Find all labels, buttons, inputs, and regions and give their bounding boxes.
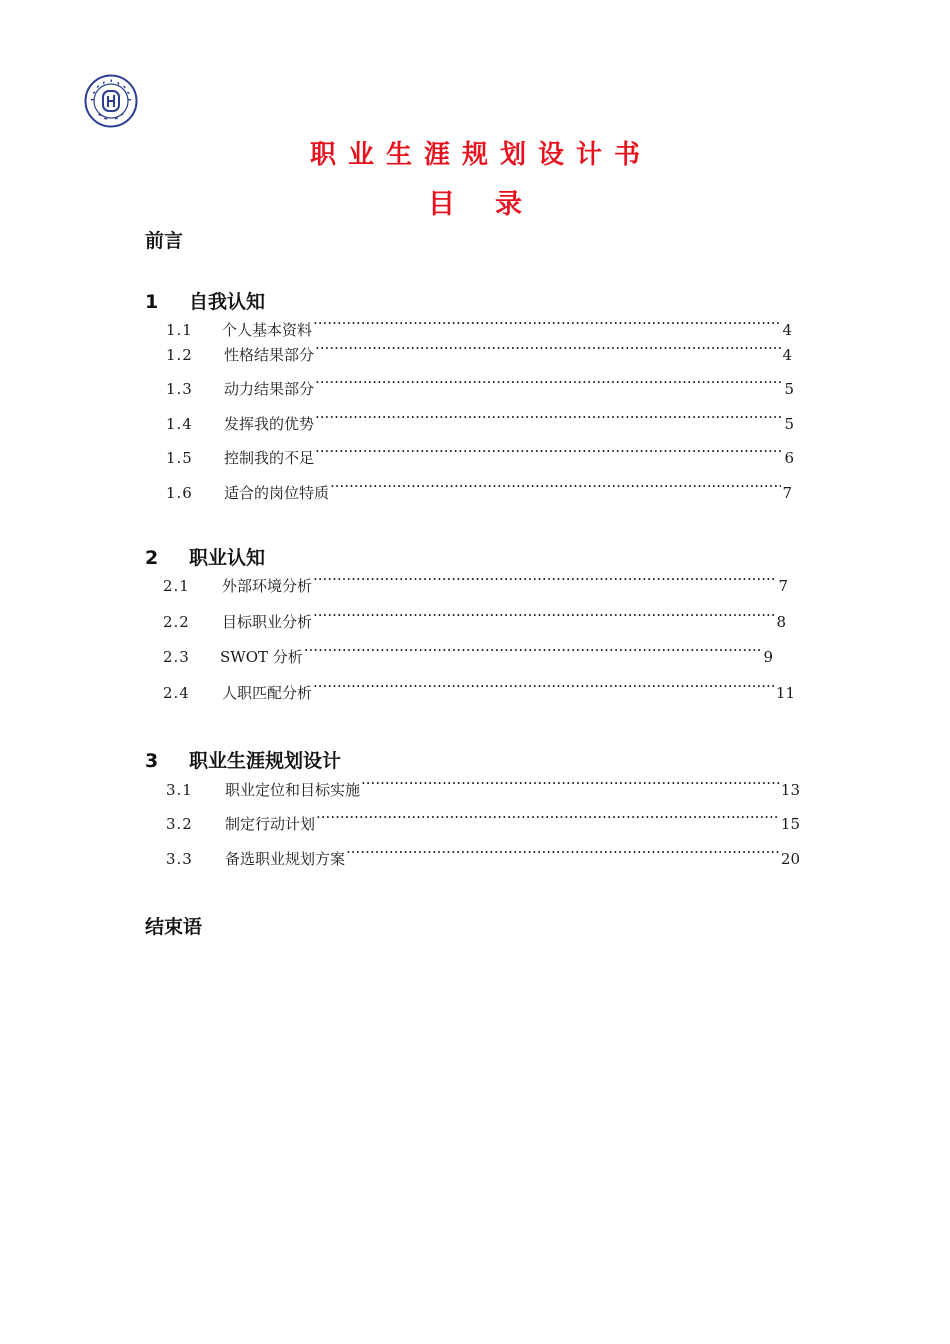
entry-page: 8 [776,613,786,631]
toc-entry-2-4[interactable] [163,674,795,702]
entry-page: 7 [778,577,788,595]
leader-dots [315,370,783,394]
toc-entry-2-3[interactable] [163,638,773,666]
entry-page: 4 [782,346,792,364]
entry-page: 20 [780,850,800,868]
leader-dots [313,603,775,627]
entry-text: 动力结果部分 [224,380,315,398]
leader-dots [313,311,781,335]
toc-section-1-heading[interactable] [145,287,265,314]
entry-number: 1.1 [166,321,193,339]
toc-entry-2-1[interactable] [163,567,788,595]
section-number: 2 [145,547,159,569]
leader-dots [315,439,783,463]
entry-number: 1.3 [166,380,193,398]
entry-number: 1.6 [166,484,193,502]
toc-preface-heading[interactable] [145,226,183,253]
leader-dots [361,771,780,795]
preface-label: 前言 [145,230,184,252]
entry-text: 发挥我的优势 [224,415,315,433]
entry-text: 备选职业规划方案 [225,850,346,868]
entry-number: 2.2 [163,613,190,631]
entry-text: 制定行动计划 [225,815,316,833]
entry-page: 9 [763,648,773,666]
section-number: 1 [145,291,159,313]
university-seal-icon [84,74,138,128]
toc-entry-3-2[interactable] [166,805,800,833]
toc-entry-1-5[interactable] [166,439,794,467]
entry-text: 个人基本资料 [222,321,313,339]
entry-number: 2.3 [163,648,190,666]
entry-number: 2.4 [163,684,190,702]
leader-dots [315,405,783,429]
entry-page: 4 [782,321,792,339]
entry-text: 控制我的不足 [224,449,315,467]
entry-page: 13 [780,781,800,799]
entry-number: 1.5 [166,449,193,467]
section-title: 职业生涯规划设计 [189,750,342,772]
entry-page: 7 [782,484,792,502]
leader-dots [313,674,775,698]
toc-title: 目录 [428,189,562,220]
leader-dots [330,474,781,498]
entry-text: 人职匹配分析 [222,684,313,702]
entry-text: 职业定位和目标实施 [225,781,361,799]
entry-number: 1.2 [166,346,193,364]
entry-page: 5 [784,415,794,433]
entry-number: 3.2 [166,815,193,833]
entry-text: SWOT 分析 [220,648,303,666]
toc-entry-2-2[interactable] [163,603,786,631]
section-number: 3 [145,750,159,772]
entry-text: 适合的岗位特质 [224,484,330,502]
section-title: 职业认知 [189,547,266,569]
leader-dots [313,567,777,591]
entry-page: 5 [784,380,794,398]
toc-entry-1-1[interactable] [166,311,792,339]
toc-section-3-heading[interactable] [145,746,341,773]
toc-entry-1-6[interactable] [166,474,792,502]
entry-text: 目标职业分析 [222,613,313,631]
document-title: 职业生涯规划设计书 [309,140,652,170]
toc-entry-1-2[interactable] [166,336,792,364]
leader-dots [315,336,781,360]
leader-dots [316,805,780,829]
toc-section-2-heading[interactable] [145,543,265,570]
toc-entry-3-3[interactable] [166,840,800,868]
toc-entry-3-1[interactable] [166,771,800,799]
conclusion-label: 结束语 [145,916,203,938]
toc-entry-1-3[interactable] [166,370,794,398]
leader-dots [304,638,763,662]
toc-entry-1-4[interactable] [166,405,794,433]
entry-text: 外部环境分析 [222,577,313,595]
leader-dots [346,840,780,864]
entry-page: 11 [775,684,795,702]
entry-number: 1.4 [166,415,193,433]
section-title: 自我认知 [189,291,266,313]
entry-number: 2.1 [163,577,190,595]
entry-text: 性格结果部分 [224,346,315,364]
toc-conclusion-heading[interactable] [145,912,202,939]
entry-page: 6 [784,449,794,467]
entry-page: 15 [780,815,800,833]
entry-number: 3.3 [166,850,193,868]
entry-number: 3.1 [166,781,193,799]
